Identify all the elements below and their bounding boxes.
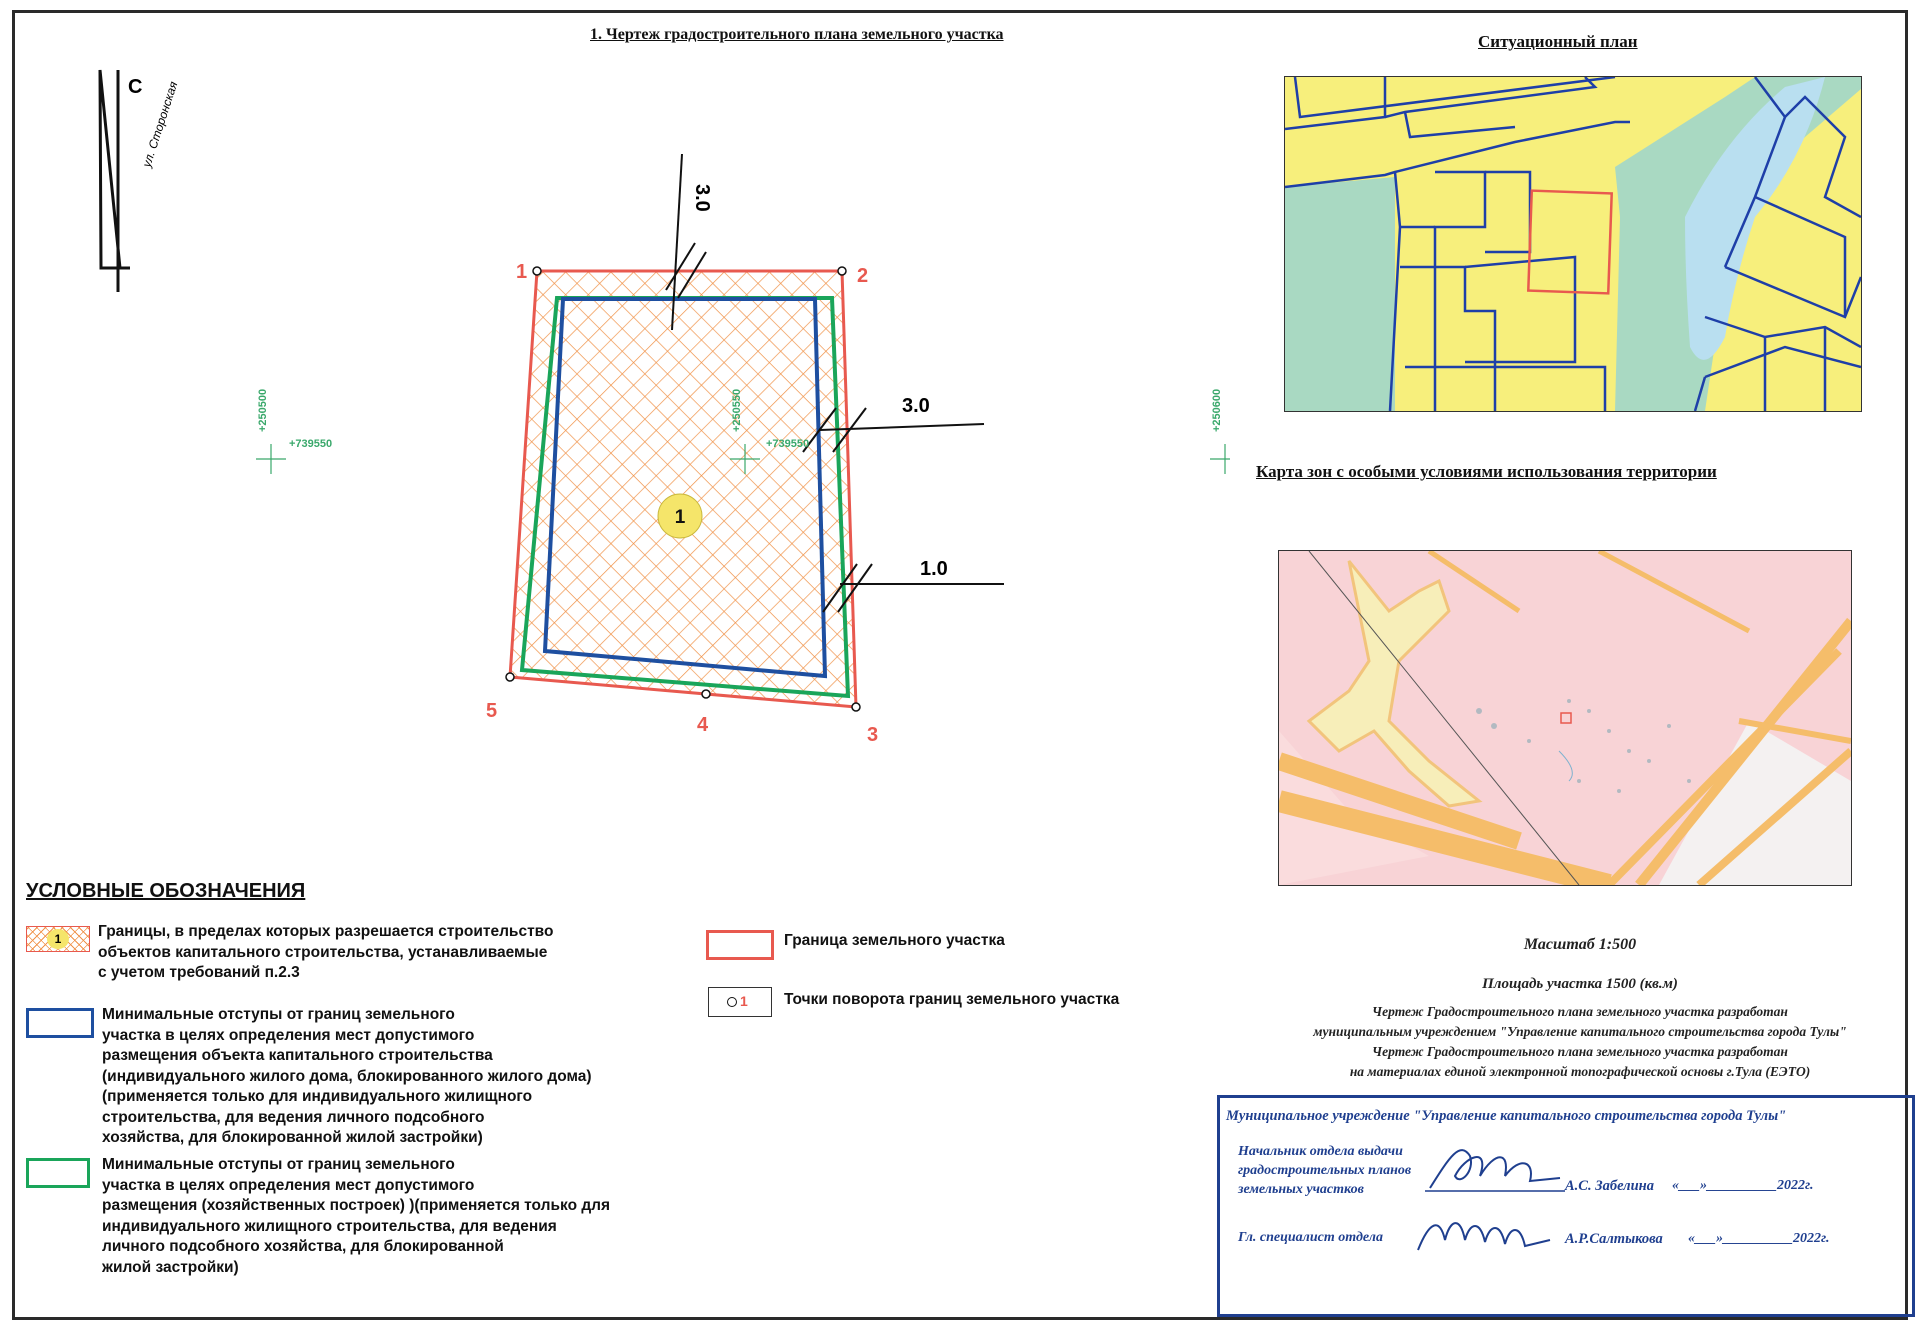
situational-plan-title: Ситуационный план [1478, 32, 1638, 51]
note-line-4: на материалах единой электронной топографической основы г.Тула (ЕЭТО) [1349, 1064, 1811, 1079]
legend-symbol-turn-points [708, 987, 772, 1017]
legend-symbol-building-setback [26, 1008, 94, 1038]
turn-point-label-3: 3 [867, 724, 879, 746]
grid-mark-3 [1210, 389, 1230, 474]
legend-text-buildable-zone: Границы, в пределах которых разрешается строительство объектов капитального строительства, устанавливаемые с учетом требований п.2.3 [98, 923, 554, 981]
legend-title: УСЛОВНЫЕ ОБОЗНАЧЕНИЯ [26, 880, 306, 902]
note-line-1: Чертеж Градостроительного плана земельного участка разработан [1372, 1004, 1788, 1019]
zone-badge-number: 1 [674, 507, 686, 528]
turn-point-5 [506, 673, 514, 681]
area-label: Площадь участка 1500 (кв.м) [1482, 976, 1678, 992]
zones-map [1278, 550, 1852, 886]
legend-symbol-buildable-zone [26, 926, 90, 952]
setback-label-top: 3.0 [691, 184, 713, 212]
scale-label: Масштаб 1:500 [1523, 936, 1637, 953]
note-line-3: Чертеж Градостроительного плана земельного участка разработан [1372, 1044, 1788, 1059]
legend-text-building-setback: Минимальные отступы от границ земельного участка в целях определения мест допустимого размещения объекта капитального строительства (индивидуального жилого дома, блокированного жилого дома) (применяется только для индивидуального жилищного строительства, для ведения личного подсобного хозяйства, для блокированной жилой застройки) [102, 1006, 592, 1146]
zones-map-title: Карта зон с особыми условиями использования территории [1256, 462, 1717, 481]
setback-label-right-upper: 3.0 [902, 395, 930, 417]
approval-stamp [1217, 1095, 1915, 1317]
stamp-date-1: «___»__________2022г. [1672, 1178, 1814, 1193]
site-plan-drawing [0, 0, 1230, 780]
stamp-role-2: Гл. специалист отдела [1238, 1230, 1383, 1245]
turn-point-4 [702, 690, 710, 698]
turn-point-label-4: 4 [697, 714, 709, 736]
situational-plan-map [1284, 76, 1862, 412]
legend-symbol-badge: 1 [47, 929, 69, 949]
legend-symbol-parcel-border [706, 930, 774, 960]
turn-point-label-1: 1 [516, 261, 528, 283]
turn-point-3 [852, 703, 860, 711]
north-letter: С [128, 76, 143, 98]
svg-text:+250500: +250500 [257, 388, 269, 432]
legend-turn-point-number: 1 [740, 993, 748, 1009]
stamp-name-1: А.С. Забелина [1565, 1178, 1654, 1194]
note-line-2: муниципальным учреждением "Управление капитального строительства города Тулы" [1313, 1024, 1847, 1039]
setback-label-right-lower: 1.0 [920, 558, 948, 580]
svg-text:+739550: +739550 [289, 438, 333, 450]
turn-point-label-2: 2 [857, 265, 869, 287]
stamp-org: Муниципальное учреждение "Управление капитального строительства города Тулы" [1226, 1108, 1787, 1124]
turn-point-label-5: 5 [486, 700, 498, 722]
stamp-date-2: «___»__________2022г. [1688, 1231, 1830, 1246]
stamp-name-2: А.Р.Салтыкова [1565, 1231, 1663, 1247]
zone-badge [658, 494, 702, 538]
grid-mark-1 [256, 389, 332, 474]
page-title: 1. Чертеж градостроительного плана земельного участка [590, 26, 1004, 43]
turn-point-circle-icon [727, 997, 737, 1007]
legend-text-turn-points: Точки поворота границ земельного участка [784, 991, 1120, 1008]
street-label: ул. Сторонская [139, 79, 181, 169]
turn-point-1 [533, 267, 541, 275]
svg-text:+250600: +250600 [1211, 388, 1223, 432]
legend-text-outbuilding-setback: Минимальные отступы от границ земельного участка в целях определения мест допустимого размещения (хозяйственных построек) )(применяется только для индивидуального жилищного строительства, для ведения личного подсобного хозяйства, для блокированной жилой застройки) [102, 1156, 611, 1276]
signature-2 [1410, 1210, 1560, 1260]
turn-point-2 [838, 267, 846, 275]
legend-text-parcel-border: Граница земельного участка [784, 932, 1005, 949]
signature-1 [1420, 1136, 1570, 1196]
north-arrow [100, 70, 181, 292]
legend-symbol-outbuilding-setback [26, 1158, 90, 1188]
svg-text:+739550: +739550 [766, 438, 810, 450]
stamp-role-1: Начальник отдела выдачи градостроительных планов земельных участков [1238, 1144, 1412, 1197]
svg-text:+250550: +250550 [731, 388, 743, 432]
